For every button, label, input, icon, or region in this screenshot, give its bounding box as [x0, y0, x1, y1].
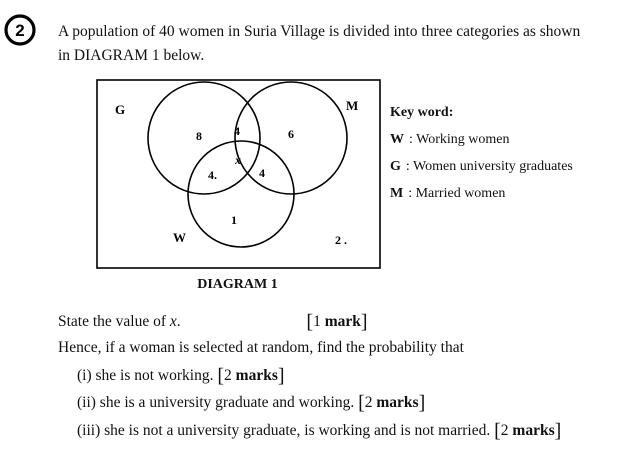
question-part-i	[77, 365, 285, 388]
label-g: G	[115, 102, 126, 117]
question-number: 2	[15, 21, 25, 40]
state-text: State the value of	[58, 313, 167, 330]
mark-allocation: [2 marks]	[494, 420, 562, 442]
region-center: x	[235, 153, 241, 167]
mark-number: 2	[364, 394, 373, 411]
label-w: W	[173, 230, 186, 245]
mark-allocation: [1 mark]	[306, 311, 368, 333]
mark-word: marks	[512, 422, 555, 439]
mark-number: 2	[224, 367, 232, 384]
keyword-legend	[390, 99, 573, 207]
keyword-item-w	[390, 126, 573, 153]
mark-allocation: [2 marks]	[217, 365, 285, 387]
mark-number: 2	[500, 422, 509, 439]
keyword-item-m	[390, 180, 573, 207]
region-m-only: 6	[288, 127, 294, 141]
question-state-x	[58, 311, 368, 334]
mark-allocation: [2 marks]	[358, 392, 426, 414]
region-w-only: 1	[231, 213, 237, 227]
region-outside: 2 .	[335, 233, 347, 247]
keyword-item-g	[390, 153, 573, 180]
mark-word: marks	[376, 394, 419, 411]
intro-line-2: in DIAGRAM 1 below.	[58, 47, 205, 64]
state-end: .	[176, 313, 181, 330]
region-m-w: 4	[259, 166, 265, 180]
part-text: (iii) she is not a university graduate, is working and is not married.	[77, 422, 491, 439]
venn-diagram	[95, 78, 395, 278]
region-g-m: 4	[234, 124, 240, 138]
mark-word: mark	[324, 313, 361, 330]
question-part-iii	[77, 420, 561, 443]
keyword-desc: : Married women	[408, 186, 506, 201]
question-part-ii	[77, 392, 425, 415]
question-hence: Hence, if a woman is selected at random, find the probability that	[58, 339, 464, 356]
keyword-key: G	[390, 159, 401, 174]
mark-number: 1	[313, 313, 321, 330]
mark-word: marks	[235, 367, 278, 384]
keyword-heading: Key word:	[390, 105, 454, 120]
keyword-key: W	[390, 132, 404, 147]
region-g-only: 8	[196, 129, 202, 143]
state-var: x	[169, 313, 177, 330]
label-m: M	[346, 98, 359, 113]
region-g-w: 4.	[208, 168, 217, 182]
circle-g	[148, 82, 260, 194]
keyword-key: M	[390, 186, 404, 201]
question-number-badge	[3, 13, 37, 47]
part-text: (i) she is not working.	[77, 367, 214, 384]
diagram-title: DIAGRAM 1	[197, 277, 278, 292]
keyword-desc: : Working women	[409, 132, 510, 147]
keyword-desc: : Women university graduates	[405, 159, 573, 174]
intro-line-1: A population of 40 women in Suria Village is divided into three categories as shown	[58, 23, 581, 40]
question-intro	[58, 20, 633, 68]
part-text: (ii) she is a university graduate and working.	[77, 394, 355, 411]
